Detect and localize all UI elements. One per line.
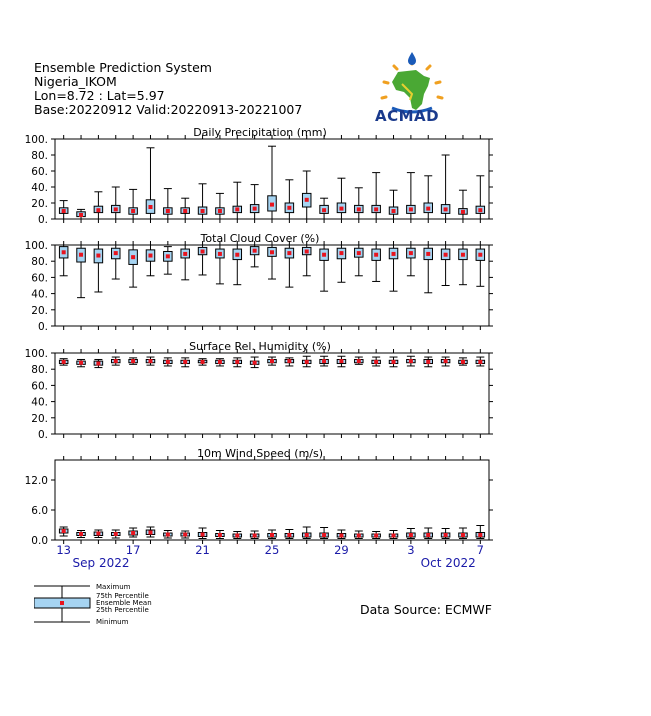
mean-marker (426, 360, 430, 364)
mean-marker (461, 253, 465, 257)
mean-marker (461, 210, 465, 214)
header-dates: Base:20220912 Valid:20220913-20221007 (34, 102, 303, 117)
x-tick-label: 3 (407, 543, 415, 557)
panel-title: Daily Precipitation (mm) (193, 126, 327, 139)
y-tick-label: 100. (24, 134, 48, 146)
mean-marker (270, 533, 274, 537)
mean-marker (148, 359, 152, 363)
mean-marker (392, 209, 396, 213)
mean-marker (148, 205, 152, 209)
y-tick-label: 80. (31, 364, 48, 377)
mean-marker (114, 251, 118, 255)
mean-marker (235, 207, 239, 211)
y-tick-label: 12.0 (24, 475, 48, 487)
mean-marker (409, 359, 413, 363)
mean-marker (218, 209, 222, 213)
mean-marker (444, 533, 448, 537)
y-tick-label: 6.0 (31, 505, 48, 517)
mean-marker (392, 534, 396, 538)
legend-mean: Ensemble Mean (96, 599, 152, 607)
mean-marker (253, 207, 257, 211)
y-tick-label: 60. (31, 380, 48, 393)
mean-marker (426, 252, 430, 256)
mean-marker (322, 359, 326, 363)
panel-title: 10m Wind Speed (m/s) (196, 447, 324, 460)
mean-marker (426, 207, 430, 211)
mean-marker (305, 249, 309, 253)
mean-marker (339, 251, 343, 255)
x-month-label: Oct 2022 (420, 556, 476, 570)
mean-marker (62, 360, 66, 364)
mean-marker (322, 533, 326, 537)
mean-marker (270, 203, 274, 207)
mean-marker (114, 532, 118, 536)
y-tick-label: 0. (37, 429, 48, 441)
mean-marker (235, 253, 239, 257)
mean-marker (218, 252, 222, 256)
logo-text: ACMAD (375, 107, 440, 125)
mean-marker (374, 360, 378, 364)
x-tick-label: 29 (334, 543, 349, 557)
x-tick-label: 25 (264, 543, 280, 557)
mean-marker (62, 250, 66, 254)
legend-mean-marker (60, 601, 64, 605)
mean-marker (478, 253, 482, 257)
mean-marker (79, 532, 83, 536)
mean-marker (253, 249, 257, 253)
mean-marker (201, 533, 205, 537)
mean-marker (392, 252, 396, 256)
mean-marker (374, 253, 378, 257)
mean-marker (166, 360, 170, 364)
mean-marker (96, 208, 100, 212)
mean-marker (357, 534, 361, 538)
mean-marker (305, 533, 309, 537)
mean-marker (357, 207, 361, 211)
mean-marker (322, 253, 326, 257)
mean-marker (287, 359, 291, 363)
mean-marker (444, 253, 448, 257)
mean-marker (339, 534, 343, 538)
mean-marker (270, 250, 274, 254)
mean-marker (287, 251, 291, 255)
y-tick-label: 80. (31, 256, 48, 269)
mean-marker (96, 362, 100, 366)
mean-marker (374, 207, 378, 211)
y-tick-label: 20. (31, 198, 48, 210)
mean-marker (62, 529, 66, 533)
y-tick-label: 0. (37, 214, 48, 226)
mean-marker (79, 253, 83, 257)
y-tick-label: 80. (31, 150, 48, 162)
mean-marker (131, 255, 135, 259)
y-tick-label: 40. (31, 182, 48, 194)
mean-marker (131, 359, 135, 363)
mean-marker (96, 532, 100, 536)
x-tick-label: 13 (56, 543, 72, 557)
plot-frame-3 (55, 460, 489, 540)
mean-marker (201, 209, 205, 213)
mean-marker (478, 208, 482, 212)
legend (34, 582, 174, 626)
mean-marker (478, 533, 482, 537)
panel-title: Surface Rel. Humidity (%) (189, 340, 331, 353)
legend-maximum: Maximum (96, 583, 131, 591)
mean-marker (148, 531, 152, 535)
mean-marker (409, 533, 413, 537)
mean-marker (62, 209, 66, 213)
mean-marker (183, 360, 187, 364)
legend-minimum: Minimum (96, 618, 129, 626)
mean-marker (287, 206, 291, 210)
mean-marker (218, 360, 222, 364)
y-tick-label: 40. (31, 396, 48, 409)
y-tick-label: 60. (31, 272, 48, 285)
mean-marker (339, 359, 343, 363)
mean-marker (148, 254, 152, 258)
mean-marker (357, 359, 361, 363)
x-tick-label: 7 (476, 543, 484, 557)
mean-marker (79, 213, 83, 217)
data-source: Data Source: ECMWF (360, 602, 492, 617)
mean-marker (270, 359, 274, 363)
mean-marker (131, 209, 135, 213)
mean-marker (426, 533, 430, 537)
mean-marker (461, 533, 465, 537)
y-tick-label: 100. (24, 240, 48, 252)
mean-marker (235, 360, 239, 364)
mean-marker (322, 208, 326, 212)
mean-marker (339, 207, 343, 211)
mean-marker (166, 533, 170, 537)
mean-marker (305, 360, 309, 364)
mean-marker (96, 254, 100, 258)
mean-marker (478, 360, 482, 364)
legend-p25: 25th Percentile (96, 606, 149, 614)
x-month-label: Sep 2022 (72, 556, 130, 570)
y-tick-label: 20. (31, 304, 48, 317)
mean-marker (166, 254, 170, 258)
y-tick-label: 100. (24, 348, 48, 360)
y-tick-label: 40. (31, 288, 48, 301)
mean-marker (166, 209, 170, 213)
mean-marker (392, 360, 396, 364)
panel-title: Total Cloud Cover (%) (200, 232, 320, 245)
header-station: Nigeria_IKOM (34, 74, 117, 89)
x-tick-label: 17 (125, 543, 141, 557)
mean-marker (444, 207, 448, 211)
mean-marker (409, 251, 413, 255)
x-tick-label: 21 (195, 543, 210, 557)
y-tick-label: 60. (31, 166, 48, 178)
y-tick-label: 0. (37, 321, 48, 333)
header-title: Ensemble Prediction System (34, 60, 212, 75)
mean-marker (183, 209, 187, 213)
mean-marker (79, 361, 83, 365)
y-tick-label: 20. (31, 412, 48, 425)
mean-marker (218, 533, 222, 537)
mean-marker (305, 198, 309, 202)
mean-marker (201, 249, 205, 253)
mean-marker (374, 534, 378, 538)
mean-marker (409, 207, 413, 211)
mean-marker (183, 252, 187, 256)
mean-marker (183, 533, 187, 537)
mean-marker (131, 531, 135, 535)
mean-marker (253, 534, 257, 538)
mean-marker (357, 251, 361, 255)
mean-marker (444, 359, 448, 363)
header-coordinates: Lon=8.72 : Lat=5.97 (34, 88, 165, 103)
mean-marker (114, 207, 118, 211)
y-tick-label: 0.0 (31, 535, 48, 547)
mean-marker (114, 359, 118, 363)
mean-marker (287, 533, 291, 537)
mean-marker (461, 360, 465, 364)
mean-marker (253, 361, 257, 365)
mean-marker (235, 534, 239, 538)
mean-marker (201, 360, 205, 364)
legend-p75: 75th Percentile (96, 592, 149, 600)
